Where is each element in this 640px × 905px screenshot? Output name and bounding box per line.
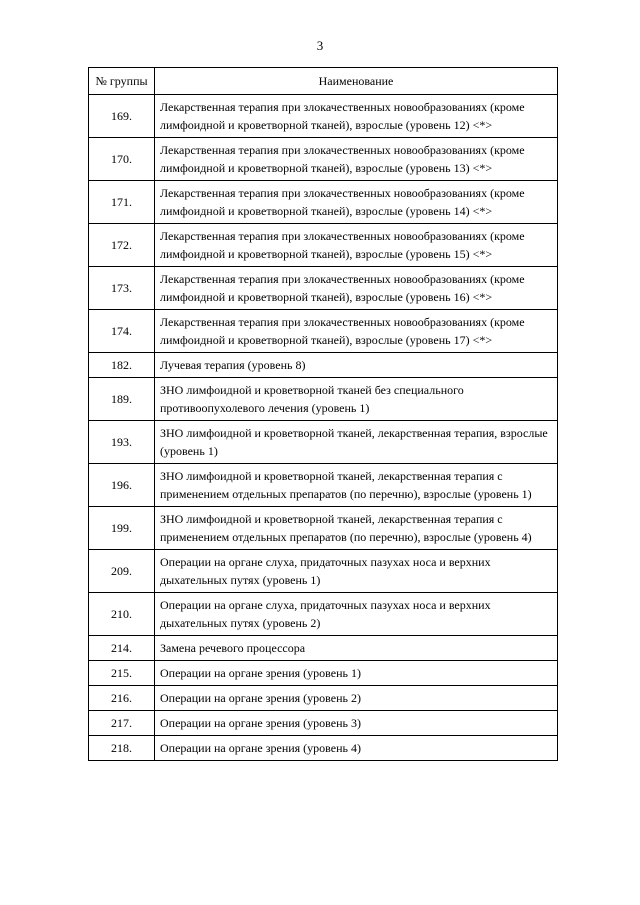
group-name-cell: ЗНО лимфоидной и кроветворной тканей, лекарственная терапия с применением отдельных препаратов (по перечню), взрослые (уровень 1) xyxy=(155,464,558,507)
page-number: 3 xyxy=(316,38,324,53)
group-number-cell: 169. xyxy=(89,95,155,138)
group-number-cell: 214. xyxy=(89,636,155,661)
group-name-cell: Операции на органе зрения (уровень 2) xyxy=(155,686,558,711)
group-name-cell: Лекарственная терапия при злокачественных новообразованиях (кроме лимфоидной и кроветворной тканей), взрослые (уровень 12) <*> xyxy=(155,95,558,138)
group-number-cell: 209. xyxy=(89,550,155,593)
table-row xyxy=(89,550,558,593)
table-row xyxy=(89,736,558,761)
group-name-cell: Операции на органе зрения (уровень 3) xyxy=(155,711,558,736)
table-row xyxy=(89,421,558,464)
group-name-cell: ЗНО лимфоидной и кроветворной тканей без специального противоопухолевого лечения (уровень 1) xyxy=(155,378,558,421)
group-number-cell: 172. xyxy=(89,224,155,267)
table-row xyxy=(89,711,558,736)
group-name-cell: Операции на органе зрения (уровень 1) xyxy=(155,661,558,686)
table-row xyxy=(89,661,558,686)
group-number-cell: 218. xyxy=(89,736,155,761)
group-number-cell: 196. xyxy=(89,464,155,507)
group-number-cell: 189. xyxy=(89,378,155,421)
table-row xyxy=(89,138,558,181)
table-row xyxy=(89,95,558,138)
group-name-cell: Лекарственная терапия при злокачественных новообразованиях (кроме лимфоидной и кроветворной тканей), взрослые (уровень 13) <*> xyxy=(155,138,558,181)
group-name-cell: Лекарственная терапия при злокачественных новообразованиях (кроме лимфоидной и кроветворной тканей), взрослые (уровень 16) <*> xyxy=(155,267,558,310)
group-name-cell: Замена речевого процессора xyxy=(155,636,558,661)
group-number-cell: 174. xyxy=(89,310,155,353)
header-name: Наименование xyxy=(155,68,558,95)
group-name-cell: Операции на органе слуха, придаточных пазухах носа и верхних дыхательных путях (уровень 2) xyxy=(155,593,558,636)
group-number-cell: 199. xyxy=(89,507,155,550)
group-number-cell: 173. xyxy=(89,267,155,310)
group-name-cell: Лучевая терапия (уровень 8) xyxy=(155,353,558,378)
group-number-cell: 182. xyxy=(89,353,155,378)
group-name-cell: ЗНО лимфоидной и кроветворной тканей, лекарственная терапия с применением отдельных препаратов (по перечню), взрослые (уровень 4) xyxy=(155,507,558,550)
table-row xyxy=(89,593,558,636)
table-row xyxy=(89,686,558,711)
table-row xyxy=(89,636,558,661)
group-number-cell: 193. xyxy=(89,421,155,464)
group-number-cell: 171. xyxy=(89,181,155,224)
group-name-cell: Операции на органе зрения (уровень 4) xyxy=(155,736,558,761)
table-row xyxy=(89,378,558,421)
group-name-cell: Лекарственная терапия при злокачественных новообразованиях (кроме лимфоидной и кроветворной тканей), взрослые (уровень 17) <*> xyxy=(155,310,558,353)
group-number-cell: 170. xyxy=(89,138,155,181)
group-name-cell: Лекарственная терапия при злокачественных новообразованиях (кроме лимфоидной и кроветворной тканей), взрослые (уровень 14) <*> xyxy=(155,181,558,224)
table-row xyxy=(89,181,558,224)
group-number-cell: 217. xyxy=(89,711,155,736)
table-row xyxy=(89,224,558,267)
group-name-cell: ЗНО лимфоидной и кроветворной тканей, лекарственная терапия, взрослые (уровень 1) xyxy=(155,421,558,464)
group-number-cell: 215. xyxy=(89,661,155,686)
table-row xyxy=(89,267,558,310)
table-header-row xyxy=(89,68,558,95)
table-row xyxy=(89,353,558,378)
table-row xyxy=(89,464,558,507)
group-number-cell: 216. xyxy=(89,686,155,711)
header-group-number: № группы xyxy=(89,68,155,95)
table-row xyxy=(89,507,558,550)
group-name-cell: Лекарственная терапия при злокачественных новообразованиях (кроме лимфоидной и кроветворной тканей), взрослые (уровень 15) <*> xyxy=(155,224,558,267)
table-body xyxy=(89,95,558,761)
group-name-cell: Операции на органе слуха, придаточных пазухах носа и верхних дыхательных путях (уровень 1) xyxy=(155,550,558,593)
groups-table xyxy=(88,67,558,761)
group-number-cell: 210. xyxy=(89,593,155,636)
table-row xyxy=(89,310,558,353)
